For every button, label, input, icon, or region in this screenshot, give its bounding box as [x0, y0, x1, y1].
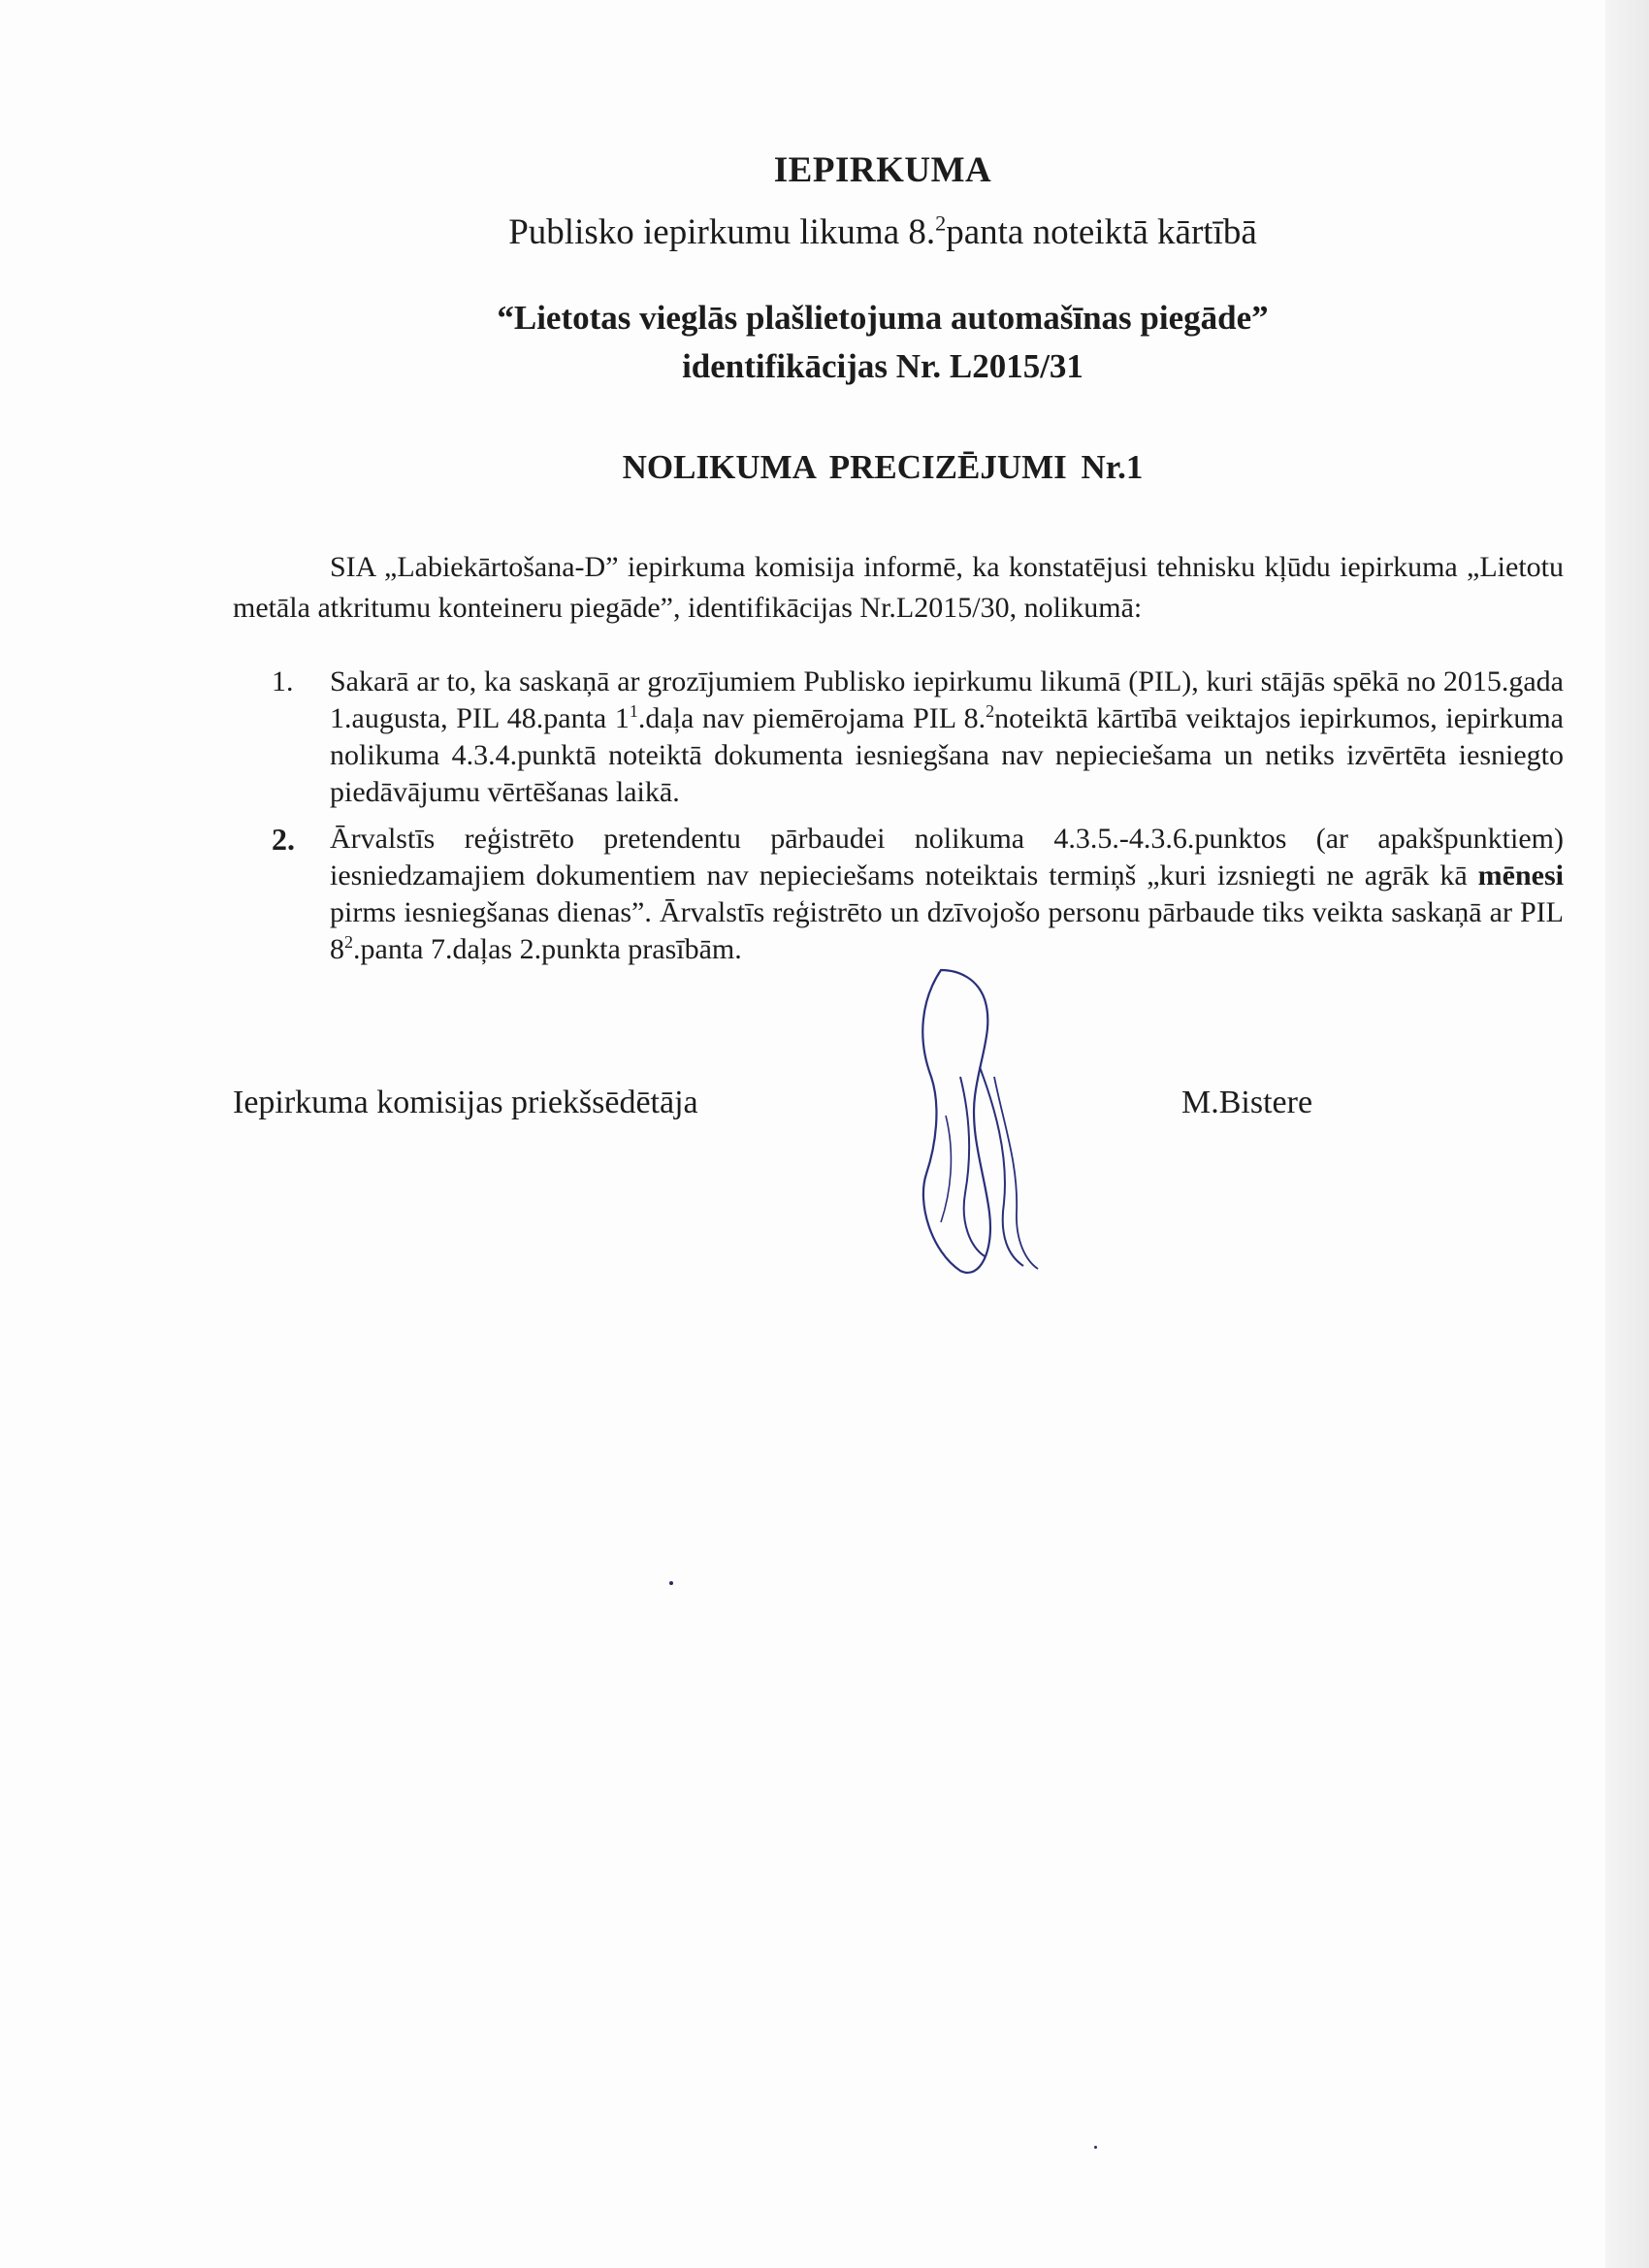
list-item-2	[272, 821, 1564, 968]
list-item-number: 1.	[272, 665, 294, 697]
item-1-text-a: Sakarā ar to, ka saskaņā ar grozījumiem Publisko iepirkumu likumā (PIL), kuri stājās spēkā no 2015.gada 1.augusta, PIL 48.panta 1	[330, 665, 1564, 734]
handwritten-signature	[902, 960, 1048, 1280]
clarifications-heading: NOLIKUMA PRECIZĒJUMI Nr.1	[622, 448, 1144, 486]
item-2-text-c: .panta 7.daļas 2.punkta prasībām.	[353, 933, 742, 965]
scan-speck	[669, 1581, 673, 1585]
item-2-text-a: Ārvalstīs reģistrēto pretendentu pārbaudei nolikuma 4.3.5.-4.3.6.punktos (ar apakšpunktiem) iesniedzamajiem dokumentiem nav nepieciešams noteiktais termiņš „kuri izsniegti ne agrāk kā	[330, 823, 1564, 891]
list-item-text	[330, 664, 1564, 811]
item-1-text-c: noteiktā kārtībā veiktajos iepirkumos, iepirkuma nolikuma 4.3.4.punktā noteiktā dokumenta iesniegšana nav nepieciešama un netiks izvērtēta iesniegto piedāvājumu vērtēšanas laikā.	[330, 702, 1564, 808]
item-2-bold-word: mēnesi	[1477, 859, 1564, 891]
document-subtitle	[0, 211, 1649, 253]
item-1-sup-a: 1	[629, 701, 638, 721]
list-item-number: 2.	[272, 822, 295, 857]
list-item-text	[330, 821, 1564, 968]
scan-edge-shadow	[1605, 0, 1649, 2268]
scan-speck	[1094, 2146, 1097, 2149]
item-2-text-b: pirms iesniegšanas dienas”. Ārvalstīs reģistrēto un dzīvojošo personu pārbaude tiks veikta saskaņā ar PIL 8	[330, 896, 1564, 965]
signatory-role: Iepirkuma komisijas priekšsēdētāja	[233, 1085, 698, 1120]
subtitle-after: panta noteiktā kārtībā	[946, 212, 1257, 252]
item-1-sup-b: 2	[986, 701, 995, 721]
procurement-name: “Lietotas vieglās plašlietojuma automašīnas piegāde”	[497, 299, 1269, 337]
signatory-name: M.Bistere	[1181, 1085, 1313, 1120]
item-2-sup: 2	[344, 932, 353, 952]
subtitle-before: Publisko iepirkumu likuma 8.	[508, 212, 936, 252]
procurement-id: identifikācijas Nr. L2015/31	[682, 347, 1083, 385]
list-item-1	[272, 664, 1564, 811]
intro-text: SIA „Labiekārtošana-D” iepirkuma komisija informē, ka konstatējusi tehnisku kļūdu iepirkuma „Lietotu metāla atkritumu konteineru piegāde”, identifikācijas Nr.L2015/30, nolikumā:	[233, 551, 1564, 624]
item-1-text-b: .daļa nav piemērojama PIL 8.	[637, 702, 986, 734]
subtitle-superscript: 2	[935, 211, 947, 236]
intro-paragraph	[233, 547, 1564, 629]
document-title: IEPIRKUMA	[773, 150, 992, 190]
